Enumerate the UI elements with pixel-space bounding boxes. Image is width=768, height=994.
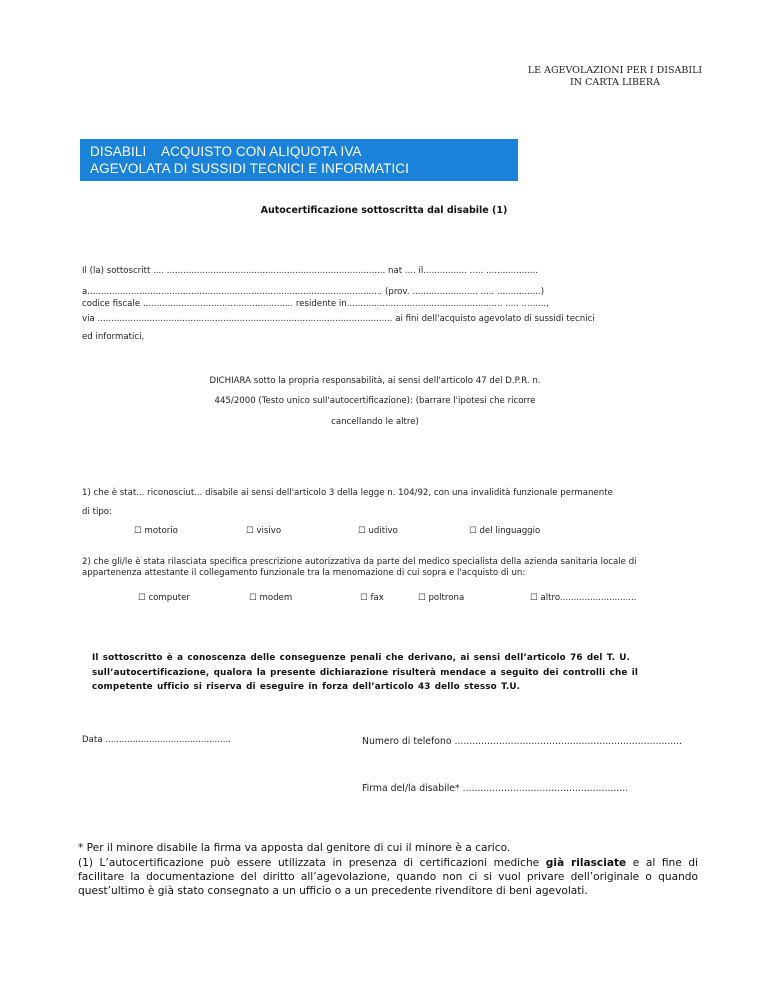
option-visivo[interactable] — [246, 526, 281, 536]
option-modem[interactable] — [249, 593, 292, 603]
option-label: uditivo — [368, 526, 398, 536]
option-linguaggio[interactable] — [469, 526, 540, 536]
option-altro[interactable] — [530, 593, 636, 603]
header-note-line1: LE AGEVOLAZIONI PER I DISABILI — [527, 65, 703, 76]
footnote-1-text-a: (1) L’autocertificazione può essere utilizzata in presenza di certificazioni mediche — [78, 857, 546, 869]
form-line-birthplace: a............................................................................................................ (prov. ........................ ..... ................) — [82, 287, 545, 297]
footnote-minor: * Per il minore disabile la firma va apposta dal genitore di cui il minore è a carico. — [78, 842, 511, 854]
declaration-line2: 445/2000 (Testo unico sull'autocertificazione): (barrare l'ipotesi che ricorre — [214, 396, 536, 406]
checkbox-icon[interactable]: ☐ — [249, 593, 257, 603]
footnote-1-bold: già rilasciate — [545, 857, 627, 869]
checkbox-icon[interactable]: ☐ — [360, 593, 368, 603]
option-label: del linguaggio — [479, 526, 541, 536]
option-label: fax — [370, 593, 384, 603]
point1-line1: 1) che è stat... riconosciut... disabile ai sensi dell'articolo 3 della legge n. 104/92, con una invalidità funzionale permanente — [82, 488, 613, 498]
checkbox-icon[interactable]: ☐ — [138, 593, 146, 603]
declaration-line3: cancellando le altre) — [331, 417, 419, 427]
document-subtitle: Autocertificazione sottoscritta dal disabile (1) — [260, 205, 508, 216]
checkbox-icon[interactable]: ☐ — [530, 593, 538, 603]
checkbox-icon[interactable]: ☐ — [358, 526, 366, 536]
declaration-line1: DICHIARA sotto la propria responsabilità, ai sensi dell'articolo 47 del D.P.R. n. — [209, 376, 541, 386]
checkbox-icon[interactable]: ☐ — [246, 526, 254, 536]
point2-line2: appartenenza attestante il collegamento funzionale tra la menomazione di cui sopra e l'acquisto di un: — [82, 568, 526, 578]
option-label: modem — [259, 593, 293, 603]
checkbox-icon[interactable]: ☐ — [418, 593, 426, 603]
option-label: motorio — [144, 526, 178, 536]
header-note — [500, 65, 730, 89]
point1-line2: di tipo: — [82, 507, 112, 517]
option-label: visivo — [256, 526, 282, 536]
option-label: computer — [148, 593, 190, 603]
footnote-1 — [78, 856, 698, 898]
title-banner — [80, 139, 518, 181]
form-line-fiscal-code: codice fiscale ....................................................... residente in......................................................... ..... ........., — [82, 299, 549, 309]
phone-field[interactable]: Numero di telefono ............................................................................. — [362, 736, 683, 747]
date-field[interactable]: Data .............................................. — [82, 735, 231, 745]
header-note-line2: IN CARTA LIBERA — [570, 77, 660, 88]
checkbox-icon[interactable]: ☐ — [134, 526, 142, 536]
signature-field[interactable]: Firma del/la disabile* ........................................................ — [362, 783, 629, 794]
checkbox-icon[interactable]: ☐ — [469, 526, 477, 536]
footnote-1-text-b: e al fine di facilitare la documentazione del diritto all’agevolazione, quando non ci si vuol privare dell’originale o quando quest’ultimo è già stato consegnato a un ufficio o a un precedente rivenditore di beni agevolati. — [78, 857, 698, 897]
point2-line1: 2) che gli/le è stata rilasciata specifica prescrizione autorizzativa da parte del medico specialista della azienda sanitaria locale di — [82, 557, 637, 567]
option-uditivo[interactable] — [358, 526, 398, 536]
banner-line1: DISABILI ACQUISTO CON ALIQUOTA IVA — [90, 144, 362, 159]
option-motorio[interactable] — [134, 526, 178, 536]
form-line-name: Il (la) sottoscritt .... ................................................................................ nat .... il................ ..... ................... — [82, 266, 538, 276]
option-computer[interactable] — [138, 593, 190, 603]
form-line-address: via ............................................................................................................ ai fini dell'acquisto agevolato di sussidi tecnici — [82, 314, 595, 324]
banner-line2: AGEVOLATA DI SUSSIDI TECNICI E INFORMATICI — [90, 161, 409, 176]
form-line-end: ed informatici, — [82, 332, 145, 342]
option-label: altro............................ — [540, 593, 637, 603]
option-label: poltrona — [428, 593, 465, 603]
point2-text — [82, 557, 702, 579]
option-fax[interactable] — [360, 593, 384, 603]
option-poltrona[interactable] — [418, 593, 464, 603]
penal-notice: Il sottoscritto è a conoscenza delle conseguenze penali che derivano, ai sensi dell’articolo 76 del T. U. sull’autocertificazione, qualora la presente dichiarazione risulterà mendace a seguito dei controlli che il competente ufficio si riserva di eseguire in forza dell’articolo 43 dello stesso T.U. — [92, 653, 639, 692]
